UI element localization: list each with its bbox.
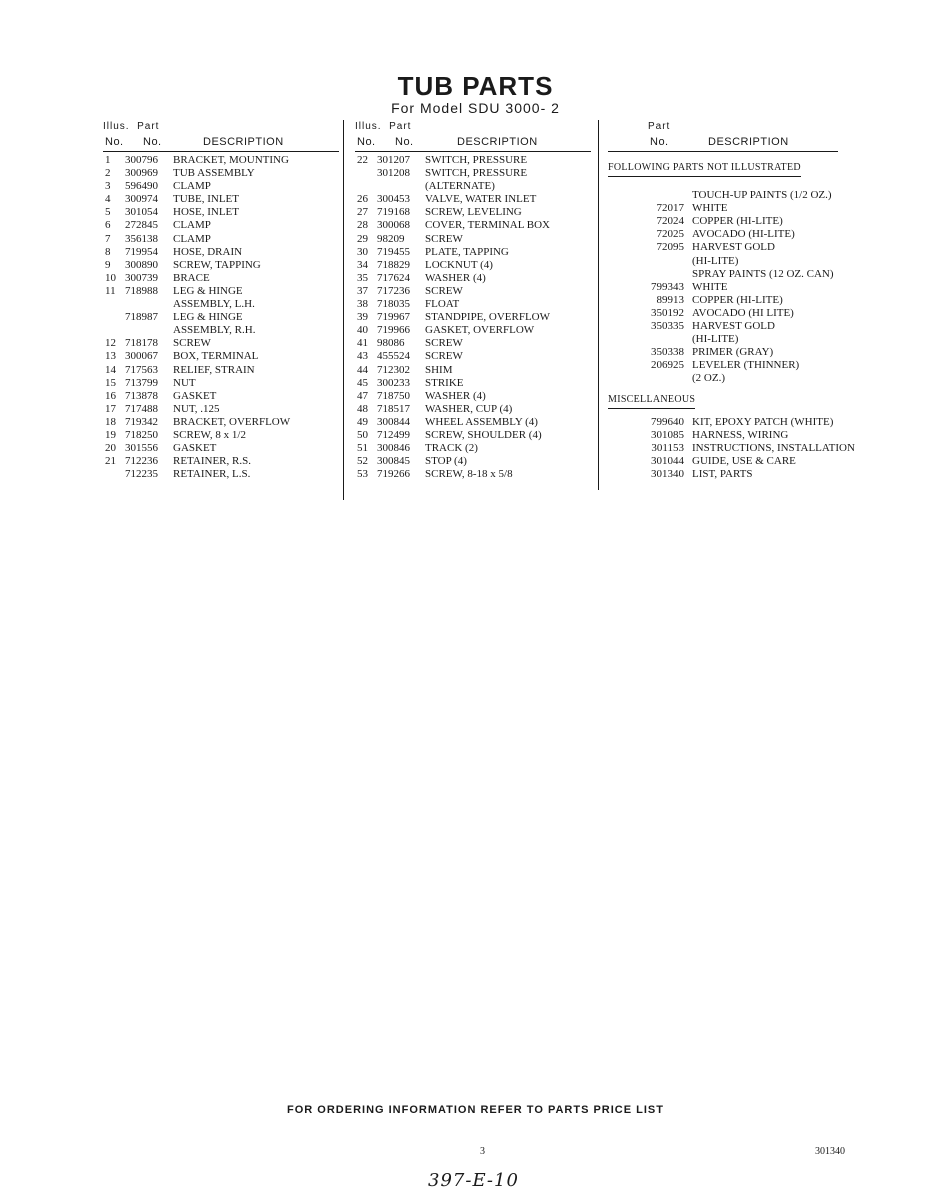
table-row	[355, 206, 591, 219]
part-description: BRACKET, OVERFLOW	[173, 415, 291, 428]
part-number: 719266	[377, 468, 410, 481]
part-description: HOSE, DRAIN	[173, 245, 243, 258]
column-header	[355, 134, 591, 152]
part-description: SCREW, 8-18 x 5/8	[425, 468, 513, 481]
handwritten-note: 397-E-10	[428, 1170, 519, 1191]
part-number: 718829	[377, 258, 410, 271]
part-number: 719966	[377, 324, 410, 337]
part-number: 301054	[125, 206, 158, 219]
part-description: SPRAY PAINTS (12 OZ. CAN)	[692, 267, 834, 280]
part-description: HOSE, INLET	[173, 206, 239, 219]
illus-number: 34	[357, 258, 368, 271]
table-row	[355, 455, 591, 468]
part-number: 713799	[125, 376, 158, 389]
part-number: 300969	[125, 167, 158, 180]
part-description: SWITCH, PRESSURE	[425, 154, 528, 166]
table-row	[355, 429, 591, 442]
part-description: CLAMP	[173, 232, 211, 245]
part-number: 718035	[377, 298, 410, 311]
illus-number: 47	[357, 389, 368, 402]
part-number: 719168	[377, 206, 410, 219]
table-row	[103, 350, 339, 363]
part-number: 98209	[377, 232, 405, 245]
part-number: 718988	[125, 284, 158, 297]
part-number: 300453	[377, 193, 410, 206]
table-row	[355, 167, 591, 180]
illus-number: 1	[105, 154, 111, 166]
part-number: 718178	[125, 337, 158, 350]
illus-number: 44	[357, 363, 368, 376]
part-number: 719455	[377, 245, 410, 258]
part-description: BRACE	[173, 271, 210, 284]
divider-left	[343, 120, 344, 500]
no-label: No.	[105, 136, 124, 148]
illus-number: 19	[105, 428, 116, 441]
part-description: TOUCH-UP PAINTS (1/2 OZ.)	[692, 189, 832, 202]
part-description: SHIM	[425, 363, 453, 376]
part-description: TUB ASSEMBLY	[173, 167, 255, 180]
part-description: SCREW	[425, 337, 463, 350]
part-description: (HI-LITE)	[692, 333, 739, 346]
illus-number: 10	[105, 271, 116, 284]
part-number: 300233	[377, 376, 410, 389]
table-row	[355, 324, 591, 337]
part-number: 300739	[125, 271, 158, 284]
part-number: 300890	[125, 258, 158, 271]
part-description: RELIEF, STRAIN	[173, 363, 255, 376]
illus-number: 45	[357, 376, 368, 389]
part-description: SCREW	[425, 232, 463, 245]
part-description: NUT	[173, 376, 196, 389]
part-description: COVER, TERMINAL BOX	[425, 219, 550, 232]
part-number: 718250	[125, 428, 158, 441]
part-number: 72025	[656, 228, 684, 241]
table-row	[103, 468, 339, 481]
part-number: 301208	[377, 167, 410, 180]
part-description: VALVE, WATER INLET	[425, 193, 537, 206]
part-description: NUT, .125	[173, 402, 220, 415]
part-description: LOCKNUT (4)	[425, 258, 493, 271]
table-row	[608, 359, 858, 372]
part-number: 300796	[125, 154, 158, 166]
table-row	[103, 416, 339, 429]
left-rows	[103, 152, 339, 481]
table-row	[355, 311, 591, 324]
part-number: 89913	[656, 293, 684, 306]
part-number: 350335	[651, 320, 684, 333]
table-row	[608, 202, 858, 215]
part-description: WASHER, CUP (4)	[425, 402, 513, 415]
table-row	[355, 298, 591, 311]
part-number: 717488	[125, 402, 158, 415]
table-row	[608, 468, 858, 481]
table-row	[608, 346, 858, 359]
illus-number: 35	[357, 271, 368, 284]
part-description: WHITE	[692, 202, 728, 215]
part-number: 712302	[377, 363, 410, 376]
table-row	[103, 324, 339, 337]
illus-number: 21	[105, 455, 116, 468]
part-description: RETAINER, L.S.	[173, 468, 251, 481]
column-header-top	[103, 120, 339, 134]
table-row	[355, 390, 591, 403]
table-row	[103, 364, 339, 377]
part-description: (ALTERNATE)	[425, 180, 495, 193]
table-row	[103, 233, 339, 246]
table-row	[608, 333, 858, 346]
table-row	[608, 281, 858, 294]
table-row	[355, 416, 591, 429]
section-not-illustrated-label: FOLLOWING PARTS NOT ILLUSTRATED	[608, 160, 801, 177]
illus-number: 37	[357, 284, 368, 297]
part-number: 717563	[125, 363, 158, 376]
part-description: KIT, EPOXY PATCH (WHITE)	[692, 415, 834, 428]
table-row	[355, 219, 591, 232]
section-not-illustrated	[608, 160, 858, 176]
part-description: SCREW	[425, 350, 463, 363]
table-row	[608, 255, 858, 268]
middle-parts-column	[355, 120, 591, 481]
part-description: TUBE, INLET	[173, 193, 239, 206]
table-row	[355, 350, 591, 363]
part-description: LEG & HINGE	[173, 284, 243, 297]
part-description: GASKET, OVERFLOW	[425, 324, 535, 337]
illus-label: Illus.	[355, 121, 382, 132]
part-number: 301340	[651, 467, 684, 480]
table-row	[608, 228, 858, 241]
table-row	[355, 442, 591, 455]
illus-number: 22	[357, 154, 368, 166]
table-row	[355, 337, 591, 350]
table-row	[103, 311, 339, 324]
table-row	[355, 154, 591, 167]
part-description: WASHER (4)	[425, 271, 486, 284]
table-row	[355, 468, 591, 481]
illus-number: 11	[105, 284, 116, 297]
table-row	[103, 193, 339, 206]
part-number: 301085	[651, 428, 684, 441]
table-row	[608, 320, 858, 333]
table-row	[355, 180, 591, 193]
part-number: 718517	[377, 402, 410, 415]
illus-number: 28	[357, 219, 368, 232]
table-row	[355, 259, 591, 272]
part-number: 356138	[125, 232, 158, 245]
part-number: 301207	[377, 154, 410, 166]
column-header-top	[608, 120, 858, 134]
part-number: 596490	[125, 180, 158, 193]
part-description: BOX, TERMINAL	[173, 350, 259, 363]
illus-number: 39	[357, 311, 368, 324]
section-miscellaneous-label: MISCELLANEOUS	[608, 392, 695, 409]
table-row	[103, 154, 339, 167]
table-row	[103, 455, 339, 468]
table-row	[608, 455, 858, 468]
column-header-top	[355, 120, 591, 134]
part-description: HARVEST GOLD	[692, 320, 775, 333]
table-row	[103, 167, 339, 180]
part-number: 712236	[125, 455, 158, 468]
divider-right	[598, 120, 599, 490]
illus-number: 12	[105, 337, 116, 350]
table-row	[608, 429, 858, 442]
part-number: 72024	[656, 215, 684, 228]
table-row	[103, 390, 339, 403]
illus-number: 48	[357, 402, 368, 415]
illus-number: 41	[357, 337, 368, 350]
not-illustrated-rows	[608, 176, 858, 386]
table-row	[608, 215, 858, 228]
part-description: PRIMER (GRAY)	[692, 346, 774, 359]
part-description: ASSEMBLY, L.H.	[173, 298, 255, 311]
part-description: CLAMP	[173, 219, 211, 232]
table-row	[355, 272, 591, 285]
table-row	[608, 416, 858, 429]
part-description: LIST, PARTS	[692, 467, 753, 480]
part-description: ASSEMBLY, R.H.	[173, 324, 256, 337]
illus-number: 53	[357, 468, 368, 481]
illus-number: 27	[357, 206, 368, 219]
illus-number: 6	[105, 219, 111, 232]
illus-number: 18	[105, 415, 116, 428]
part-description: (2 OZ.)	[692, 372, 725, 385]
part-description: AVOCADO (HI LITE)	[692, 306, 794, 319]
part-number: 717236	[377, 284, 410, 297]
description-label: DESCRIPTION	[708, 136, 789, 148]
part-description: TRACK (2)	[425, 442, 478, 455]
part-description: GASKET	[173, 442, 217, 455]
illus-number: 43	[357, 350, 368, 363]
table-row	[355, 285, 591, 298]
part-description: HARNESS, WIRING	[692, 428, 789, 441]
table-row	[103, 180, 339, 193]
part-number: 718750	[377, 389, 410, 402]
part-description: SCREW	[425, 284, 463, 297]
part-description: SCREW, 8 x 1/2	[173, 428, 246, 441]
table-row	[103, 259, 339, 272]
no-label-2: No.	[395, 136, 414, 148]
part-number: 72095	[656, 241, 684, 254]
part-number: 98086	[377, 337, 405, 350]
part-description: FLOAT	[425, 298, 460, 311]
right-parts-column	[608, 120, 858, 481]
table-row	[355, 377, 591, 390]
table-row	[103, 377, 339, 390]
part-description: INSTRUCTIONS, INSTALLATION	[692, 441, 855, 454]
table-row	[355, 246, 591, 259]
table-row	[103, 337, 339, 350]
column-header	[103, 134, 339, 152]
part-description: LEG & HINGE	[173, 311, 243, 324]
table-row	[103, 285, 339, 298]
part-description: SCREW, LEVELING	[425, 206, 522, 219]
illus-number: 16	[105, 389, 116, 402]
part-number: 350338	[651, 346, 684, 359]
page-title: TUB PARTS	[397, 71, 554, 101]
part-label: Part	[648, 121, 671, 132]
illus-number: 3	[105, 180, 111, 193]
middle-rows	[355, 152, 591, 481]
part-number: 719967	[377, 311, 410, 324]
part-number: 300067	[125, 350, 158, 363]
part-number: 272845	[125, 219, 158, 232]
miscellaneous-rows	[608, 416, 858, 481]
part-number: 300846	[377, 442, 410, 455]
table-row	[103, 429, 339, 442]
illus-number: 9	[105, 258, 111, 271]
part-number: 72017	[656, 202, 684, 215]
illus-number: 4	[105, 193, 111, 206]
ordering-footer: FOR ORDERING INFORMATION REFER TO PARTS PRICE LIST	[287, 1104, 664, 1116]
part-number: 717624	[377, 271, 410, 284]
part-number: 799640	[651, 415, 684, 428]
part-description: SCREW, SHOULDER (4)	[425, 428, 542, 441]
illus-number: 15	[105, 376, 116, 389]
part-number: 300845	[377, 455, 410, 468]
no-label-2: No.	[143, 136, 162, 148]
description-label: DESCRIPTION	[457, 136, 538, 148]
part-number: 712499	[377, 428, 410, 441]
part-description: RETAINER, R.S.	[173, 455, 251, 468]
table-row	[355, 403, 591, 416]
part-number: 455524	[377, 350, 410, 363]
left-parts-column	[103, 120, 339, 481]
illus-number: 26	[357, 193, 368, 206]
illus-number: 13	[105, 350, 116, 363]
part-description: HARVEST GOLD	[692, 241, 775, 254]
illus-number: 5	[105, 206, 111, 219]
illus-number: 38	[357, 298, 368, 311]
table-row	[608, 268, 858, 281]
part-number: 301556	[125, 442, 158, 455]
part-description: WHITE	[692, 280, 728, 293]
part-number: 301153	[651, 441, 684, 454]
illus-number: 2	[105, 167, 111, 180]
part-description: GASKET	[173, 389, 217, 402]
table-row	[355, 233, 591, 246]
part-number: 300844	[377, 415, 410, 428]
part-description: PLATE, TAPPING	[425, 245, 509, 258]
part-number: 718987	[125, 311, 158, 324]
no-label: No.	[357, 136, 376, 148]
part-number: 719342	[125, 415, 158, 428]
part-description: SCREW	[173, 337, 211, 350]
table-row	[103, 272, 339, 285]
table-row	[608, 176, 858, 189]
illus-number: 7	[105, 232, 111, 245]
page-subtitle: For Model SDU 3000- 2	[391, 100, 560, 116]
illus-number: 20	[105, 442, 116, 455]
part-label: Part	[389, 121, 412, 132]
illus-number: 8	[105, 245, 111, 258]
part-number: 350192	[651, 306, 684, 319]
part-description: WHEEL ASSEMBLY (4)	[425, 415, 538, 428]
part-description: (HI-LITE)	[692, 254, 739, 267]
table-row	[608, 241, 858, 254]
illus-number: 17	[105, 402, 116, 415]
part-description: COPPER (HI-LITE)	[692, 293, 783, 306]
column-header	[608, 134, 838, 152]
part-number: 799343	[651, 280, 684, 293]
table-row	[608, 189, 858, 202]
illus-number: 51	[357, 442, 368, 455]
part-number: 301044	[651, 454, 684, 467]
illus-number: 30	[357, 245, 368, 258]
table-row	[355, 193, 591, 206]
part-description: STRIKE	[425, 376, 464, 389]
part-description: STOP (4)	[425, 455, 467, 468]
table-row	[103, 442, 339, 455]
part-number: 712235	[125, 468, 158, 481]
part-description: COPPER (HI-LITE)	[692, 215, 783, 228]
table-row	[103, 298, 339, 311]
part-number: 206925	[651, 359, 684, 372]
part-description: BRACKET, MOUNTING	[173, 154, 289, 166]
description-label: DESCRIPTION	[203, 136, 284, 148]
part-description: WASHER (4)	[425, 389, 486, 402]
table-row	[608, 294, 858, 307]
part-label: Part	[137, 121, 160, 132]
table-row	[355, 364, 591, 377]
part-number: 300974	[125, 193, 158, 206]
no-label: No.	[650, 136, 669, 148]
part-description: GUIDE, USE & CARE	[692, 454, 796, 467]
section-miscellaneous	[608, 392, 858, 408]
part-description: SCREW, TAPPING	[173, 258, 261, 271]
part-description: SWITCH, PRESSURE	[425, 167, 528, 180]
table-row	[103, 246, 339, 259]
part-number: 719954	[125, 245, 158, 258]
illus-number: 50	[357, 428, 368, 441]
part-description: STANDPIPE, OVERFLOW	[425, 311, 551, 324]
table-row	[608, 442, 858, 455]
illus-number: 14	[105, 363, 116, 376]
table-row	[103, 206, 339, 219]
illus-label: Illus.	[103, 121, 130, 132]
document-number: 301340	[815, 1146, 845, 1157]
illus-number: 52	[357, 455, 368, 468]
page-number: 3	[480, 1146, 485, 1157]
part-description: CLAMP	[173, 180, 211, 193]
table-row	[103, 219, 339, 232]
part-number: 713878	[125, 389, 158, 402]
part-description: LEVELER (THINNER)	[692, 359, 800, 372]
table-row	[608, 372, 858, 385]
part-description: AVOCADO (HI-LITE)	[692, 228, 795, 241]
table-row	[608, 307, 858, 320]
illus-number: 29	[357, 232, 368, 245]
illus-number: 40	[357, 324, 368, 337]
table-row	[103, 403, 339, 416]
illus-number: 49	[357, 415, 368, 428]
part-number: 300068	[377, 219, 410, 232]
